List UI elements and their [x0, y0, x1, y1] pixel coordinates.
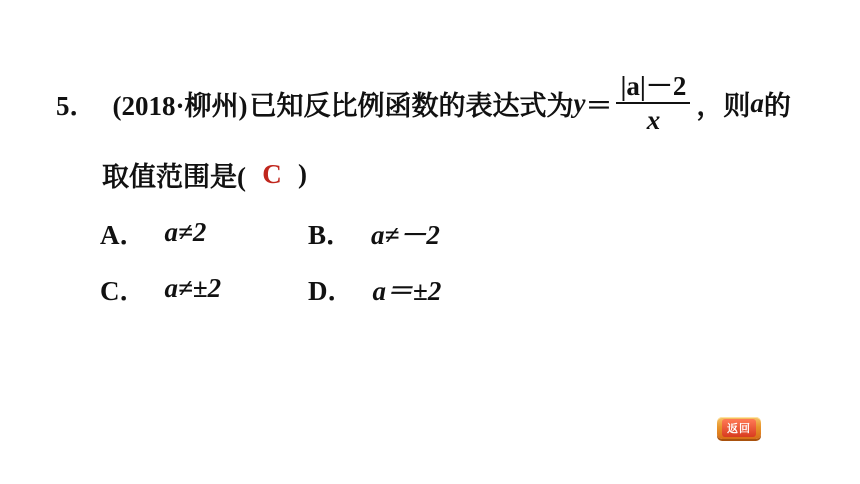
variable-y: y — [573, 87, 586, 118]
question-line-2 — [102, 155, 307, 194]
option-d-letter: D． — [308, 276, 355, 306]
option-a — [100, 213, 206, 252]
option-b-letter: B． — [308, 220, 354, 250]
option-b-expr: a≠－2 — [371, 220, 440, 250]
option-a-letter: A． — [100, 220, 147, 250]
option-c-expr: a≠±2 — [164, 273, 222, 303]
question-stem-part1: 已知反比例函数的表达式为 — [249, 90, 574, 121]
question-stem-part2: ，则 — [696, 90, 751, 121]
option-d-expr: a＝±2 — [372, 276, 442, 306]
back-button[interactable] — [717, 417, 761, 439]
question-stem-line2: 取值范围是( — [102, 162, 246, 192]
variable-a: a — [750, 87, 764, 118]
option-d — [308, 269, 441, 308]
option-c — [100, 269, 221, 308]
question-source: (2018·柳州) — [112, 90, 248, 121]
question-stem-part3: 的 — [763, 90, 791, 121]
fraction-numerator: |a|－2 — [620, 71, 687, 101]
back-button-label: 返回 — [722, 419, 756, 437]
question-line-1 — [56, 72, 791, 135]
fraction — [616, 72, 690, 135]
option-a-expr: a≠2 — [164, 217, 207, 247]
option-c-letter: C． — [100, 276, 147, 306]
question-number: 5． — [56, 90, 97, 121]
close-paren: ) — [298, 159, 307, 189]
option-b — [308, 213, 440, 252]
answer-text: C — [262, 159, 282, 189]
fraction-denominator: x — [646, 105, 661, 136]
equals-sign: ＝ — [585, 90, 613, 121]
